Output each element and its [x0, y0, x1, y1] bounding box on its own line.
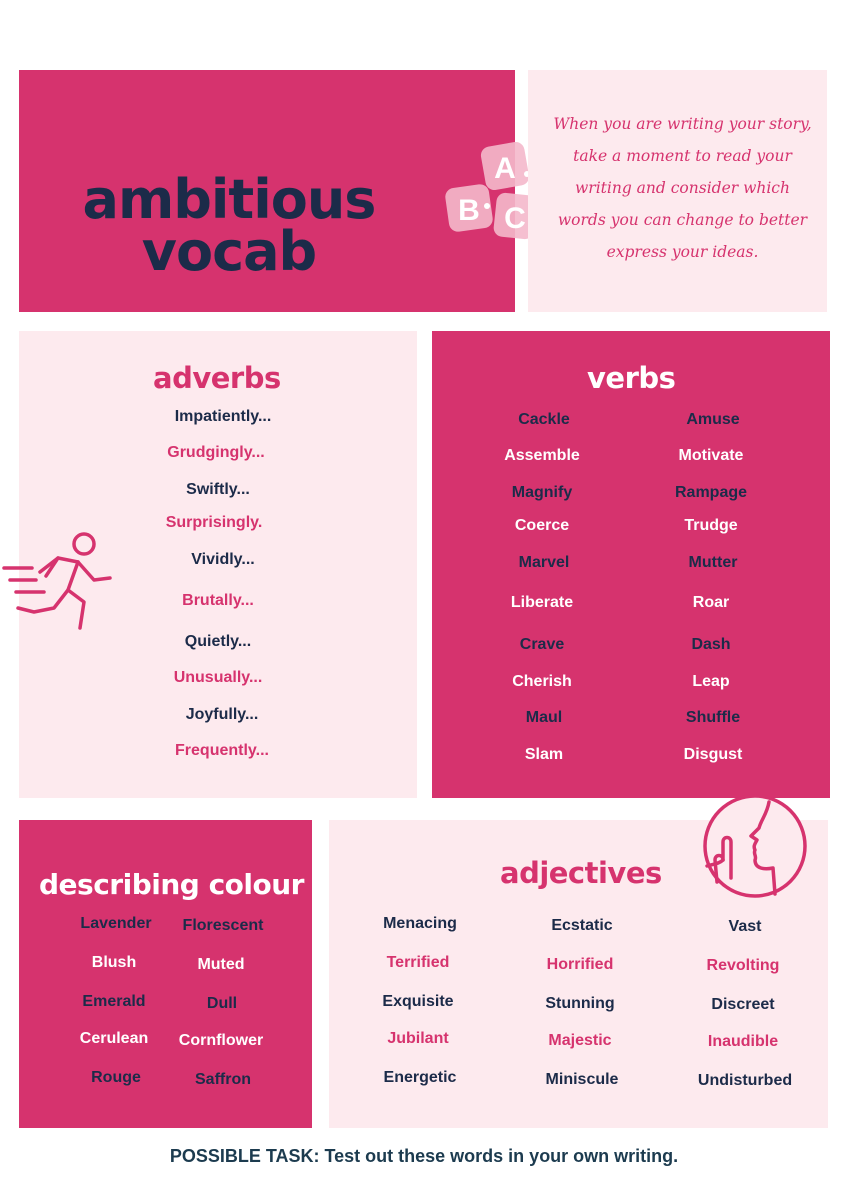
verb-item: Mutter [688, 554, 738, 571]
verb-item: Roar [692, 594, 730, 611]
adverbs-heading: adverbs [153, 361, 281, 395]
adverb-item: Quietly... [184, 633, 252, 650]
adjectives-heading: adjectives [500, 856, 662, 890]
adjective-item: Vast [728, 918, 762, 935]
verbs-heading: verbs [587, 361, 676, 395]
colour-item: Cerulean [79, 1030, 149, 1047]
adverb-item: Vividly... [191, 551, 255, 568]
title-line-1: ambitious [82, 168, 376, 231]
adjective-item: Undisturbed [697, 1072, 793, 1089]
verb-item: Marvel [518, 554, 570, 571]
verb-item: Amuse [686, 411, 740, 428]
adjective-item: Jubilant [387, 1030, 449, 1047]
adverb-item: Grudgingly... [167, 444, 265, 461]
possible-task-footer: POSSIBLE TASK: Test out these words in your own writing. [169, 1146, 679, 1166]
colour-item: Lavender [80, 915, 152, 932]
verbs-panel [432, 331, 830, 798]
adjective-item: Majestic [548, 1032, 612, 1049]
verb-item: Assemble [504, 447, 580, 464]
adverb-item: Surprisingly. [165, 514, 263, 531]
title-banner [19, 70, 526, 312]
colour-item: Florescent [182, 917, 264, 934]
verb-item: Disgust [683, 746, 743, 763]
verb-item: Dash [691, 636, 731, 653]
adjective-item: Revolting [706, 957, 780, 974]
adjective-item: Discreet [711, 996, 775, 1013]
colour-panel [19, 820, 312, 1128]
title-line-2: vocab [141, 220, 317, 283]
block-letter-a: A [494, 152, 516, 185]
colour-item: Rouge [91, 1069, 141, 1086]
verb-item: Cherish [512, 673, 572, 690]
adverb-item: Frequently... [175, 742, 269, 759]
block-letter-b: B [458, 194, 480, 227]
verb-item: Slam [524, 746, 564, 763]
colour-item: Muted [197, 956, 245, 973]
verb-item: Coerce [514, 517, 570, 534]
colour-item: Saffron [195, 1071, 251, 1088]
colour-item: Blush [91, 954, 137, 971]
colour-heading: describing colour [39, 868, 304, 901]
adjective-item: Energetic [383, 1069, 457, 1086]
shush-face-icon [693, 794, 821, 898]
adjective-item: Ecstatic [551, 917, 613, 934]
page-title [19, 168, 439, 283]
adjective-item: Exquisite [382, 993, 454, 1010]
intro-text: When you are writing your story, take a moment to read your writing and consider which words you can change to better express your ideas. [553, 115, 812, 261]
adjective-item: Menacing [383, 915, 457, 932]
block-letter-c: C [504, 202, 526, 235]
adjective-item: Miniscule [545, 1071, 619, 1088]
adjective-item: Stunning [545, 995, 615, 1012]
verb-item: Trudge [684, 517, 738, 534]
verb-item: Leap [692, 673, 730, 690]
colour-item: Cornflower [178, 1032, 264, 1049]
verb-item: Cackle [518, 411, 570, 428]
adverb-item: Swiftly... [186, 481, 250, 498]
adjective-item: Terrified [386, 954, 450, 971]
adverb-item: Brutally... [182, 592, 254, 609]
adjective-item: Inaudible [707, 1033, 779, 1050]
verb-item: Shuffle [685, 709, 741, 726]
verb-item: Liberate [510, 594, 574, 611]
verb-item: Crave [519, 636, 565, 653]
adverb-item: Joyfully... [185, 706, 259, 723]
adverb-item: Unusually... [173, 669, 263, 686]
verb-item: Maul [525, 709, 563, 726]
verb-item: Motivate [678, 447, 744, 464]
colour-item: Dull [206, 995, 238, 1012]
verb-item: Rampage [674, 484, 748, 501]
verb-item: Magnify [511, 484, 573, 501]
colour-item: Emerald [82, 993, 146, 1010]
adverb-item: Impatiently... [174, 408, 272, 425]
intro-panel [528, 70, 827, 312]
abc-blocks-icon [443, 140, 535, 257]
running-person-icon [0, 528, 116, 636]
adjective-item: Horrified [546, 956, 614, 973]
